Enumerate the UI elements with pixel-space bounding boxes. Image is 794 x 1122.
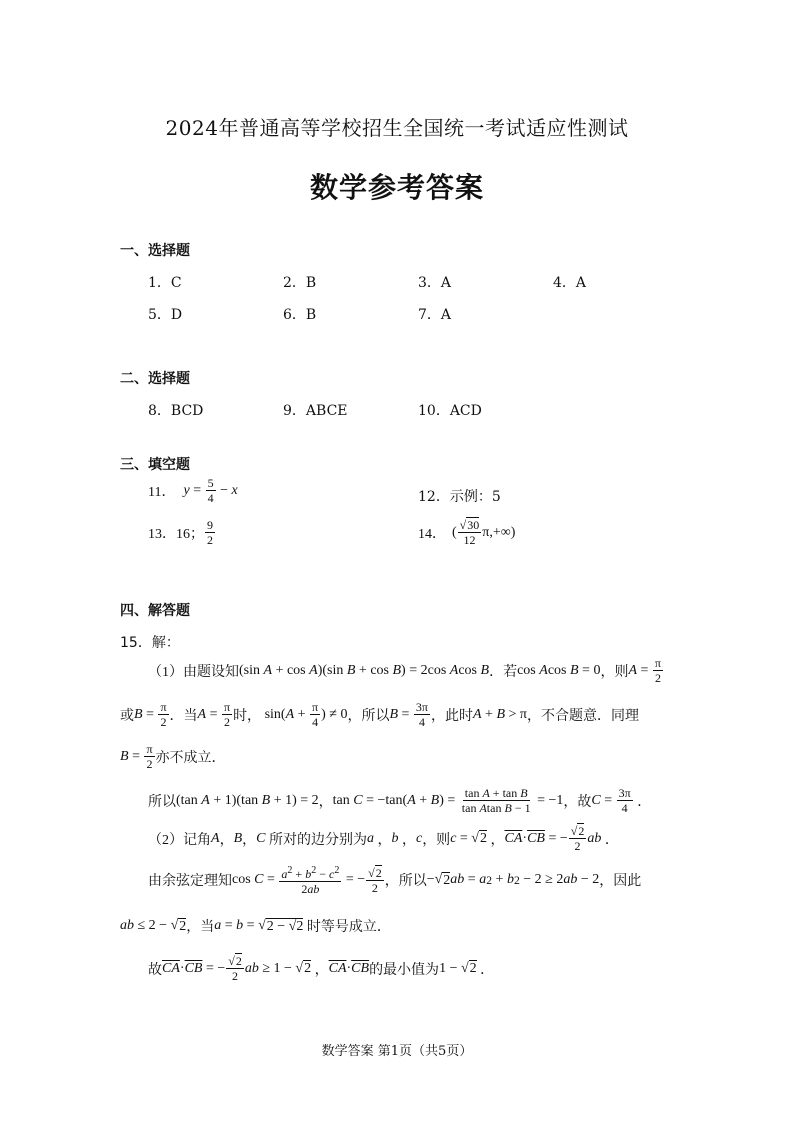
solution-text: ，因此	[599, 874, 642, 889]
solution-line-7: ab ≤ 2 − √ 2 ，当 a = b = √ 2 − √2 时等号成立．	[120, 918, 391, 935]
solution-text: 或	[120, 708, 134, 724]
solution-text: ．若	[489, 664, 518, 680]
solution-text: ，此时	[430, 708, 473, 724]
answer-13-label: 13．16；	[148, 526, 204, 542]
answer-7: 7．A	[418, 307, 452, 323]
document-title: 2024年普通高等学校招生全国统一考试适应性测试	[165, 116, 629, 140]
solution-line-6: 由余弦定理知 cos C = $\frac{a^2 + b^2 - c^2}{2ab}$ = − $\frac{√2}{2}$ ，所以 −√ 2 ab = a 2 + b 2 − 2 ≥ 2 ab − 2 ，因此	[148, 865, 642, 896]
answer-9: 9．ABCE	[283, 403, 348, 419]
answer-14-label: 14．	[418, 526, 446, 542]
solution-text: （2）记角	[148, 832, 211, 848]
answer-11: 11． y = $\frac{5}{4}$ − x	[148, 476, 238, 505]
solution-text: （1）由题设知	[148, 664, 239, 680]
solution-line-1: （1）由题设知 (sin A + cos A )(sin B + cos B ) = 2cos A cos B ．若 cos A cos B = 0 ，则 A = $\frac{\pi}{2}$	[148, 656, 661, 685]
section-heading-fill-blank: 三、填空题	[120, 457, 190, 473]
answer-5: 5．D	[148, 307, 183, 323]
solution-line-5: （2）记角 A ， B ， C 所对的边分别为 a ， b ， c ，则 c = √ 2 ， $\overline{CA}$ · $\overline{CB}$ = − $\frac{√2}{2}$ ab ．	[148, 824, 619, 853]
solution-text: ，则	[600, 664, 629, 680]
problem-15-label: 15．解：	[120, 635, 180, 651]
solution-text: 所对的边分别为	[268, 832, 367, 848]
solution-text: 所以	[148, 794, 176, 810]
solution-line-2: 或 B = $\frac{\pi}{2}$ ．当 A = $\frac{\pi}{2}$ 时， sin( A + $\frac{\pi}{4}$ ) ≠ 0 ，所以 B = $\frac{3\pi}{4}$ ，此时 A + B > π ，不合题意．同理	[120, 700, 639, 729]
solution-text: ，则	[422, 832, 451, 848]
solution-text: ，所以	[347, 708, 390, 724]
solution-text: ，不合题意．同理	[526, 708, 639, 724]
solution-line-8: 故 $\overline{CA}$ · $\overline{CB}$ = − $\frac{√2}{2}$ ab ≥ 1 − √ 2 ， $\overline{CA}$ · $\overline{CB}$ 的最小值为 1 − √ 2 ．	[148, 954, 495, 983]
solution-line-3: B = $\frac{\pi}{2}$ 亦不成立．	[120, 742, 226, 771]
solution-text: 故	[148, 962, 162, 978]
solution-text: ．当	[169, 708, 198, 724]
answer-3: 3．A	[418, 275, 452, 291]
solution-text: ，所以	[384, 874, 427, 889]
solution-text: 由余弦定理知	[148, 874, 232, 889]
document-subtitle: 数学参考答案	[309, 171, 484, 204]
answer-12: 12．示例：5	[418, 489, 501, 505]
solution-text: 的最小值为	[369, 962, 440, 978]
page-footer: 数学答案 第1页（共5页）	[321, 1044, 473, 1059]
answer-2: 2．B	[283, 275, 317, 291]
answer-8: 8．BCD	[148, 403, 204, 419]
section-heading-choice: 一、选择题	[120, 243, 190, 259]
answer-14: 14． ( $\frac{√30}{12}$ π,+∞)	[418, 518, 516, 547]
answer-1: 1．C	[148, 275, 182, 291]
solution-text: ，当	[186, 920, 215, 935]
solution-text: 亦不成立．	[155, 750, 226, 766]
solution-text: 时等号成立．	[306, 920, 391, 935]
section-heading-multi-choice: 二、选择题	[120, 371, 190, 387]
answer-6: 6．B	[283, 307, 317, 323]
answer-13: 13．16； $\frac{9}{2}$	[148, 518, 213, 547]
solution-text: ，故	[563, 794, 592, 810]
section-heading-solutions: 四、解答题	[120, 603, 190, 619]
solution-text: 时，	[233, 708, 262, 724]
solution-line-4: 所以 (tan A + 1)(tan B + 1) = 2 ， tan C = −tan( A + B ) = $\frac{\text{tan A + tan B}}{\text{tan Atan B − 1}}$ = −1 ，故 C = $\frac{3\pi}{4}$ ．	[148, 786, 652, 815]
solution-text: ，	[318, 794, 333, 810]
answer-11-label: 11．	[148, 484, 176, 500]
answer-10: 10．ACD	[418, 403, 482, 419]
answer-4: 4．A	[553, 275, 587, 291]
